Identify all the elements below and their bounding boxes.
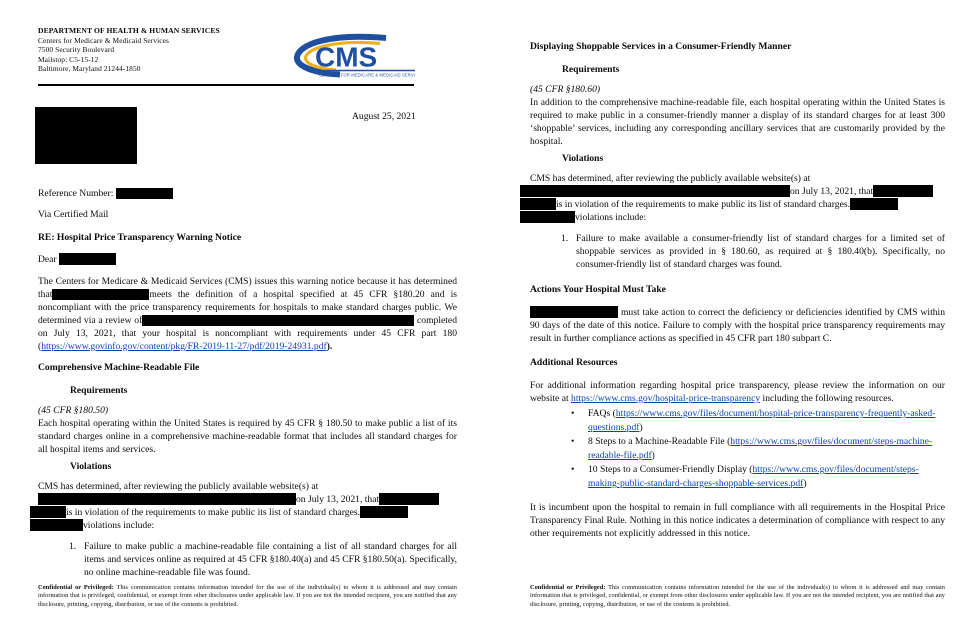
violation-line4: violations include: [575, 212, 647, 223]
intro-paragraph [38, 275, 457, 353]
violation-line2: on July 13, 2021, that [790, 186, 874, 197]
recipient-address-redaction [35, 107, 137, 164]
resources-title: Additional Resources [530, 357, 618, 368]
section2-violation-item [530, 232, 945, 271]
footer-lead: Confidential or Privileged: [530, 584, 606, 591]
bullet-icon: • [571, 436, 575, 447]
actions-paragraph [530, 306, 945, 345]
hospital-name-redaction [873, 185, 933, 197]
section2-requirements-heading: Requirements [562, 64, 620, 75]
resources-intro [530, 379, 945, 405]
bullet-label: 8 Steps to a Machine-Readable File ( [588, 436, 731, 447]
list-item [530, 435, 945, 463]
letter-page-1 [38, 0, 457, 634]
letter-page-2 [530, 0, 945, 634]
item-number: 1. [69, 541, 77, 552]
page2-body [530, 40, 945, 548]
letterhead-address-line1: 7500 Security Boulevard [38, 45, 115, 55]
item-text: Failure to make public a machine-readable file containing a list of all standard charges for all items and services online as required at 45 CFR §180.40(a) and 45 CFR §180.50(a). Specifically, no online machine-readable file was found. [84, 541, 457, 578]
hospital-name-redaction [379, 493, 439, 505]
violation-line4: violations include: [83, 520, 155, 531]
recipient-name-redaction [59, 253, 116, 265]
letterhead-department: DEPARTMENT OF HEALTH & HUMAN SERVICES [38, 26, 220, 35]
letterhead [38, 26, 220, 74]
list-item [530, 463, 945, 491]
bullet-icon: • [571, 464, 575, 475]
hospital-name-redaction [30, 506, 66, 518]
letterhead-rule [38, 84, 414, 86]
letter-date: August 25, 2021 [352, 111, 416, 122]
footer-text: This communication contains information intended for the use of the individual(s) to whom it is addressed and may contain information that is privileged, confidential, or exempt from other disclosures under applicable law. If you are not the intended recipient, you are notified that any disclosure, printing, copying, distribution, or use of the contents is prohibited. [38, 584, 458, 608]
item-text: Failure to make available a consumer-friendly list of standard charges for a limited set of shoppable services as provided in § 180.60, as required at § 180.40(b). Specifically, no consumer-friendly list of standard charges was found. [576, 233, 945, 270]
hospital-name-redaction [520, 198, 556, 210]
violation-line3: is in violation of the requirements to make public its list of standard charges. [556, 199, 850, 210]
section2-title: Displaying Shoppable Services in a Consumer-Friendly Manner [530, 41, 792, 52]
cms-logo [288, 33, 415, 83]
bullet-suffix: ) [803, 478, 807, 489]
section2-violation-intro [530, 172, 945, 224]
section2-cfr-citation: (45 CFR §180.60) [530, 84, 601, 95]
hospital-name-redaction [520, 211, 575, 223]
section1-violation-item [38, 540, 457, 579]
resources-intro-text-2: including the following resources. [762, 393, 894, 404]
resources-bullet-list [530, 407, 945, 491]
actions-title: Actions Your Hospital Must Take [530, 284, 666, 295]
hospital-name-redaction [30, 519, 83, 531]
section1-title: Comprehensive Machine-Readable File [38, 362, 200, 373]
govinfo-link[interactable]: https://www.govinfo.gov/content/pkg/FR-2019-11-27/pdf/2019-24931.pdf [41, 341, 327, 352]
footer-lead: Confidential or Privileged: [38, 584, 114, 591]
bullet-icon: • [571, 408, 575, 419]
bullet-suffix: ) [639, 422, 643, 433]
closing-paragraph: It is incumbent upon the hospital to remain in full compliance with all requirements in the Hospital Price Transparency Final Rule. Nothing in this notice indicates a determination of compliance with respect to any other requirements not explicitly addressed in this notice. [530, 502, 945, 539]
hospital-name-redaction [52, 289, 149, 300]
hospital-name-redaction [360, 506, 408, 518]
section2-requirements [530, 83, 945, 148]
section1-requirements-heading: Requirements [70, 385, 128, 396]
website-url-redaction [520, 185, 790, 197]
salutation: Dear [38, 254, 57, 265]
section1-violations-heading: Violations [70, 461, 112, 472]
violation-line1: CMS has determined, after reviewing the publicly available website(s) at [38, 481, 319, 492]
section1-violation-intro [38, 480, 457, 532]
footer-text: This communication contains information intended for the use of the individual(s) to whom it is addressed and may contain information that is privileged, confidential, or exempt from other disclosures under applicable law. If you are not the intended recipient, you are notified that any disclosure, printing, copying, distribution, or use of the contents is prohibited. [530, 584, 945, 608]
page1-body [38, 231, 457, 591]
item-number: 1. [561, 233, 569, 244]
resources-intro-text-1: For additional information regarding hospital price transparency, please review the information on our website at [530, 380, 945, 404]
cms-logo-swoosh-icon [288, 33, 415, 83]
salutation-line [38, 253, 457, 266]
section1-requirements [38, 404, 457, 456]
section2-violations-heading: Violations [562, 153, 604, 164]
violation-line2: on July 13, 2021, that [296, 494, 380, 505]
section1-cfr-citation: (45 CFR §180.50) [38, 405, 109, 416]
bullet-label: 10 Steps to a Consumer-Friendly Display ( [588, 464, 753, 475]
cms-logo-tagline: CENTERS FOR MEDICARE & MEDICAID SERVICES [319, 72, 415, 78]
reference-number-line [38, 188, 173, 199]
intro-text-3: completed on July 13, 2021, that your hospital is noncompliant with requirements under 45 CFR part 180 ( [38, 315, 457, 352]
faqs-link[interactable]: https://www.cms.gov/files/document/hospital-price-transparency-frequently-asked-questions.pdf [588, 408, 936, 433]
hospital-name-redaction [850, 198, 898, 210]
subject-line: RE: Hospital Price Transparency Warning Notice [38, 232, 242, 243]
website-redaction [142, 315, 414, 326]
intro-text-2: meets the definition of a hospital specified at 45 CFR §180.20 and is noncompliant with the price transparency requirements for hospitals to make standard charges public. We determined via a review of [38, 289, 457, 326]
cms-logo-acronym: CMS [315, 41, 378, 73]
confidentiality-footer [530, 584, 945, 609]
list-item [530, 407, 945, 435]
reference-number-label: Reference Number: [38, 188, 114, 199]
section1-requirements-text: Each hospital operating within the United States is required by 45 CFR § 180.50 to make public a list of its standard charges online in a comprehensive machine-readable format that includes all standard charges for all hospital items and services. [38, 418, 457, 455]
website-url-redaction [38, 493, 296, 505]
actions-text: must take action to correct the deficiency or deficiencies identified by CMS within 90 days of the date of this notice. Failure to comply with the hospital price transparency requirements may result in further compliance actions as specified in 45 CFR part 180 subpart C. [530, 307, 946, 344]
intro-text-1: The Centers for Medicare & Medicaid Services (CMS) issues this warning notice because it has determined that [38, 276, 457, 300]
cms-price-transparency-link[interactable]: https://www.cms.gov/hospital-price-transparency [571, 393, 761, 404]
bullet-suffix: ) [651, 450, 655, 461]
violation-line3: is in violation of the requirements to make public its list of standard charges. [66, 507, 360, 518]
confidentiality-footer [38, 584, 457, 609]
hospital-name-redaction [530, 306, 618, 318]
violation-line1: CMS has determined, after reviewing the publicly available website(s) at [530, 173, 811, 184]
letterhead-address-line3: Baltimore, Maryland 21244-1850 [38, 64, 141, 74]
section2-requirements-text: In addition to the comprehensive machine-readable file, each hospital operating within the United States is required to make public in a consumer-friendly manner a display of its standard charges for at least 300 ‘shoppable’ services, including any corresponding ancillary services that are customarily provided by the hospital. [530, 97, 945, 147]
intro-text-4: ). [326, 341, 333, 352]
letterhead-agency: Centers for Medicare & Medicaid Services [38, 35, 170, 45]
reference-number-redaction [116, 188, 173, 199]
delivery-method: Via Certified Mail [38, 209, 109, 220]
letterhead-address-line2: Mailstop: C5-15-12 [38, 54, 99, 64]
machine-readable-steps-link[interactable]: https://www.cms.gov/files/document/steps-machine-readable-file.pdf [588, 436, 933, 461]
consumer-friendly-steps-link[interactable]: https://www.cms.gov/files/document/steps-making-public-standard-charges-shoppable-services.pdf [588, 464, 919, 489]
bullet-label: FAQs ( [588, 408, 616, 419]
